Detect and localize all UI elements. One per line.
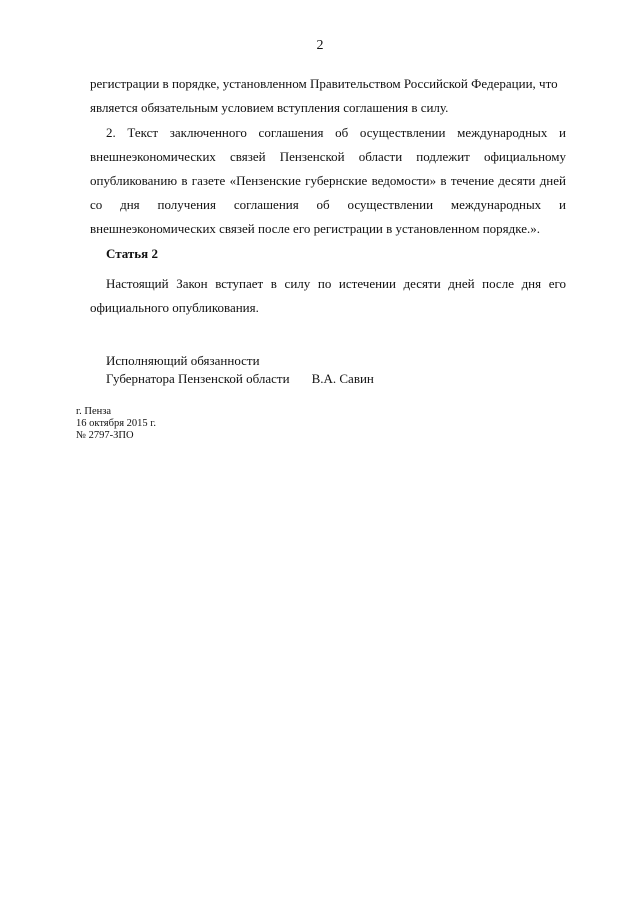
page-number: 2 — [316, 38, 324, 53]
document-footer — [76, 406, 156, 442]
paragraph-line: является обязательным условием вступления соглашения в силу. — [90, 100, 449, 115]
footer-date: 16 октября 2015 г. — [76, 418, 157, 429]
signature-position: Губернатора Пензенской области — [106, 371, 290, 386]
paragraph-item-2 — [90, 121, 566, 241]
paragraph-line: 2. Текст заключенного соглашения об осуществлении международных и — [106, 125, 566, 140]
paragraph-line: внешнеэкономических связей Пензенской области подлежит официальному — [90, 149, 566, 164]
signature-title-line2 — [106, 370, 374, 388]
signature-block — [106, 352, 374, 388]
paragraph-line: со дня получения соглашения об осуществлении международных и — [90, 197, 566, 212]
paragraph-line: Настоящий Закон вступает в силу по истечении десяти дней после дня его — [106, 276, 566, 291]
footer-city: г. Пенза — [76, 406, 112, 417]
article-heading: Статья 2 — [106, 246, 158, 261]
paragraph-line: регистрации в порядке, установленном Правительством Российской Федерации, что — [90, 76, 558, 91]
paragraph-continuation — [90, 72, 566, 120]
article-2-text — [90, 272, 566, 320]
paragraph-line: опубликованию в газете «Пензенские губернские ведомости» в течение десяти дней — [90, 173, 566, 188]
footer-law-number: № 2797-ЗПО — [76, 430, 134, 441]
paragraph-line: официального опубликования. — [90, 300, 259, 315]
signature-title-line1: Исполняющий обязанности — [106, 353, 260, 368]
paragraph-line: внешнеэкономических связей после его регистрации в установленном порядке.». — [90, 221, 541, 236]
signatory-name: В.А. Савин — [311, 371, 374, 386]
